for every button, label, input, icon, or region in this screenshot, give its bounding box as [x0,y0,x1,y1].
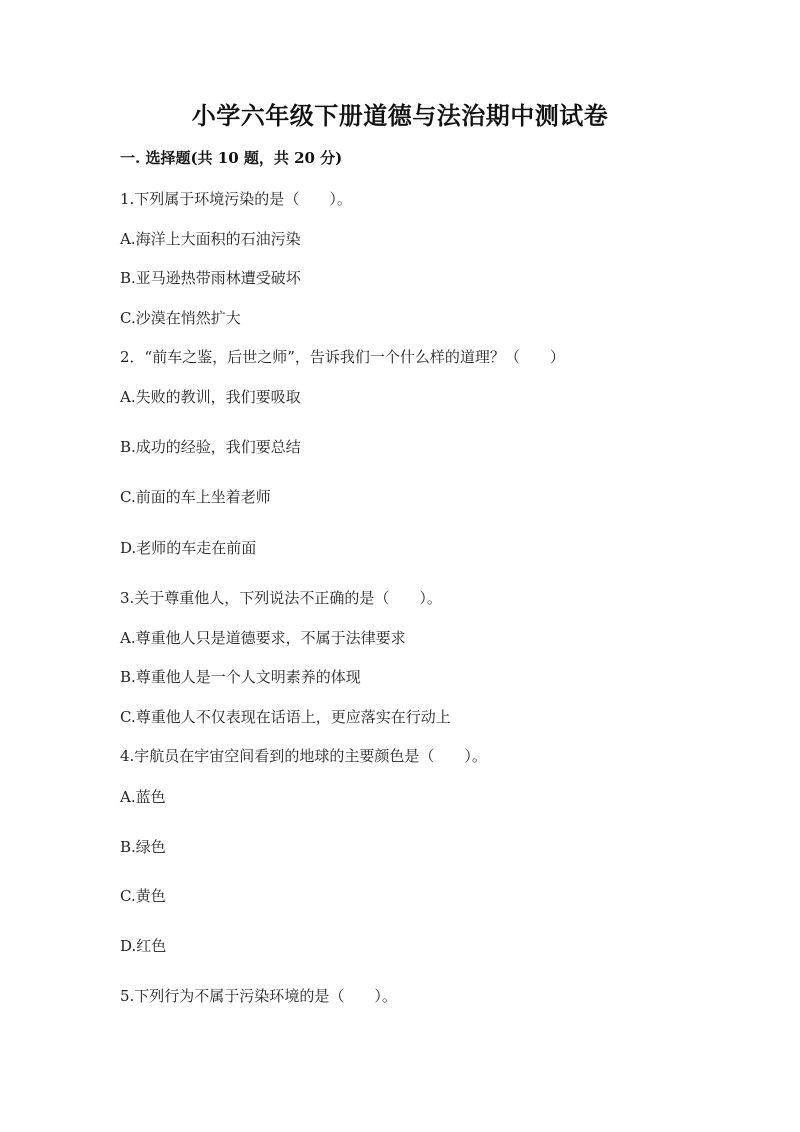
question-1-option-c: C.沙漠在悄然扩大 [120,309,241,327]
question-4-option-b: B.绿色 [120,838,166,856]
question-1-stem: 1.下列属于环境污染的是（ ）。 [120,190,352,208]
section-heading: 一. 选择题(共 10 题，共 20 分) [120,149,343,167]
question-4-option-c: C.黄色 [120,887,166,905]
question-2-option-b: B.成功的经验，我们要总结 [120,438,301,456]
question-4-stem: 4.宇航员在宇宙空间看到的地球的主要颜色是（ ）。 [120,747,487,765]
question-5-stem: 5.下列行为不属于污染环境的是（ ）。 [120,987,397,1005]
exam-title: 小学六年级下册道德与法治期中测试卷 [191,101,609,130]
question-3-option-a: A.尊重他人只是道德要求，不属于法律要求 [120,629,406,647]
question-4-option-d: D.红色 [120,937,167,955]
question-2-option-c: C.前面的车上坐着老师 [120,488,271,506]
question-2-option-a: A.失败的教训，我们要吸取 [120,388,301,406]
question-4-option-a: A.蓝色 [120,788,166,806]
question-3-option-c: C.尊重他人不仅表现在话语上，更应落实在行动上 [120,708,451,726]
question-3-option-b: B.尊重他人是一个人文明素养的体现 [120,668,361,686]
question-2-option-d: D.老师的车走在前面 [120,539,257,557]
question-2-stem: 2．“前车之鉴，后世之师”，告诉我们一个什么样的道理？（ ） [120,348,565,366]
question-3-stem: 3.关于尊重他人，下列说法不正确的是（ ）。 [120,589,442,607]
question-1-option-b: B.亚马逊热带雨林遭受破坏 [120,269,301,287]
question-1-option-a: A.海洋上大面积的石油污染 [120,230,301,248]
